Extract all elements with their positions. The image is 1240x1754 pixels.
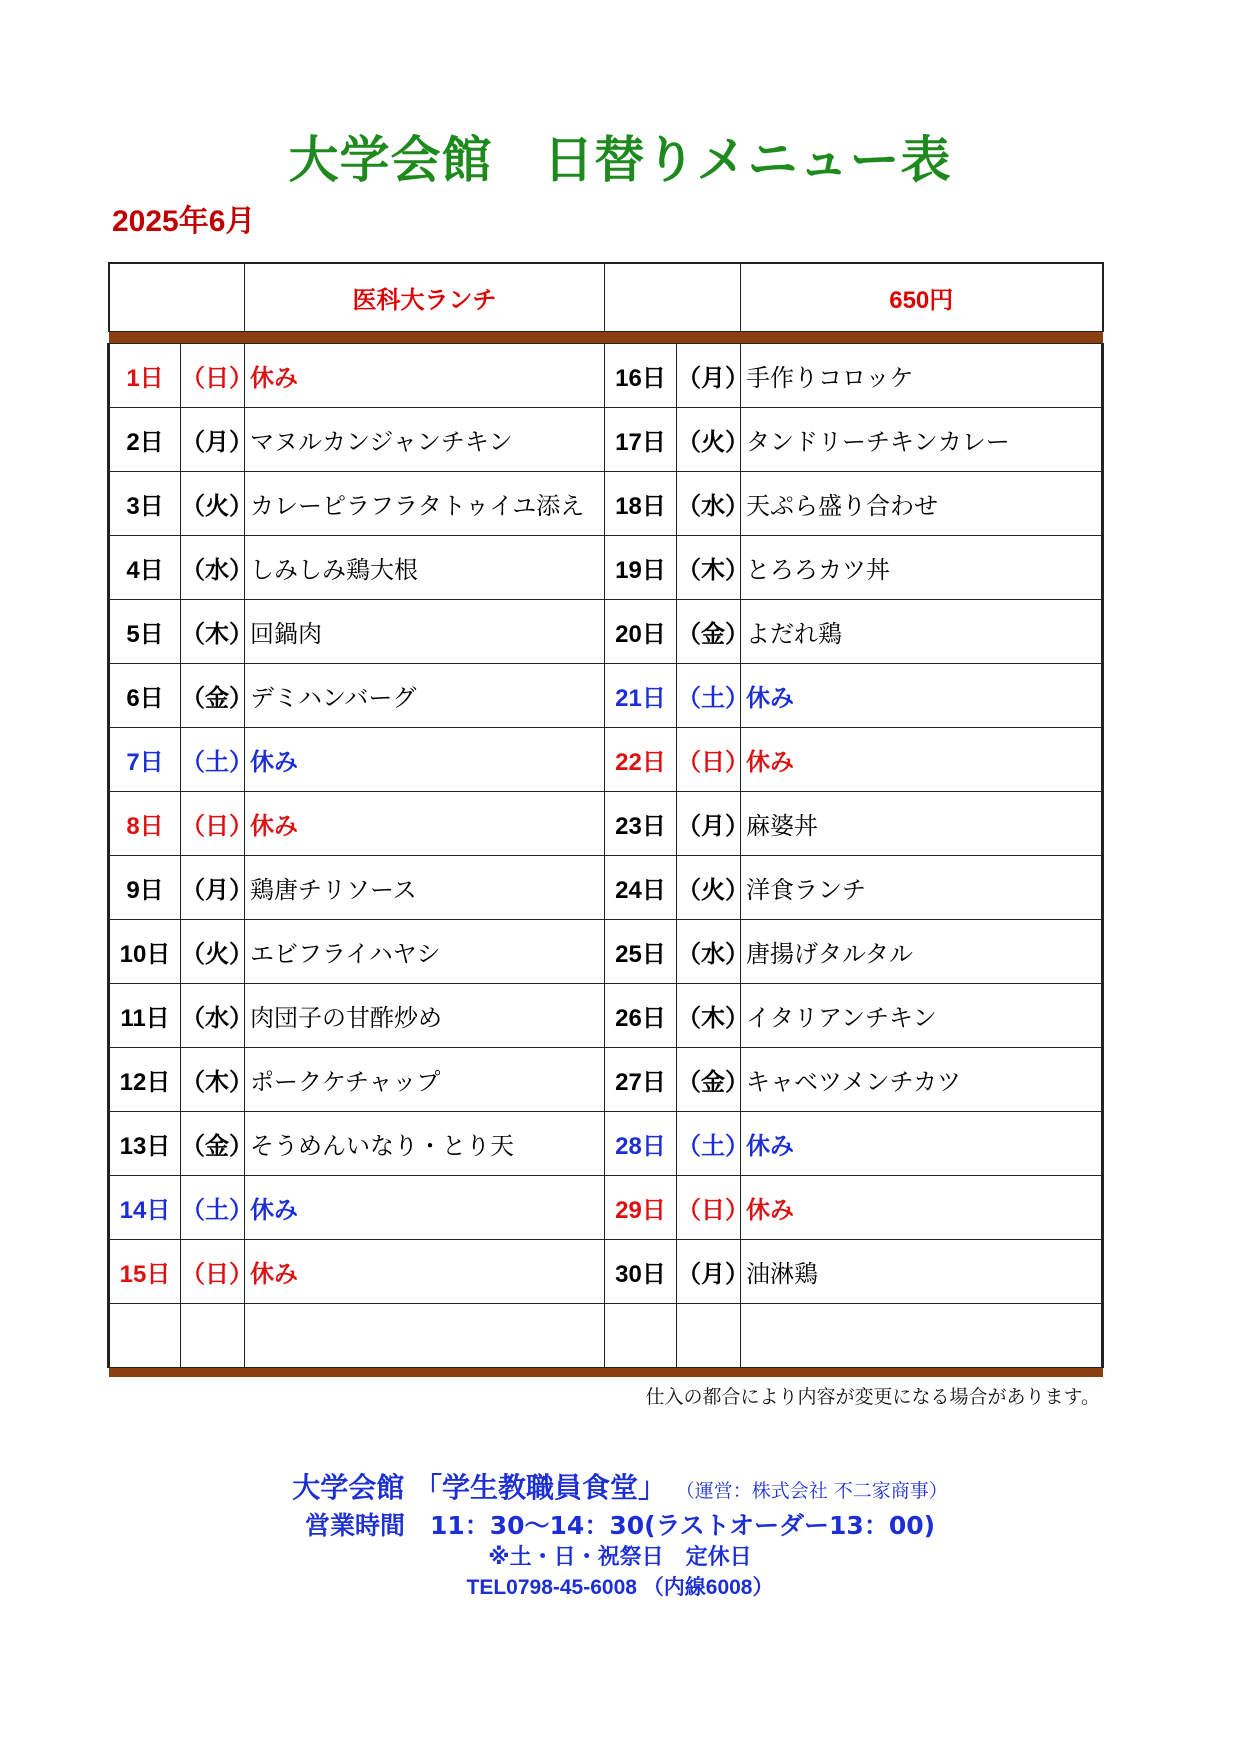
weekday-cell: （水）	[181, 984, 245, 1048]
dish-cell: 鶏唐チリソース	[245, 856, 605, 920]
day-cell: 6日	[109, 664, 181, 728]
table-row	[109, 472, 1103, 536]
day-cell: 13日	[109, 1112, 181, 1176]
day-cell: 20日	[605, 600, 677, 664]
day-cell: 17日	[605, 408, 677, 472]
weekday-cell: （水）	[181, 536, 245, 600]
weekday-cell: （火）	[181, 472, 245, 536]
day-cell: 2日	[109, 408, 181, 472]
dish-cell: 回鍋肉	[245, 600, 605, 664]
change-notice: 仕入の都合により内容が変更になる場合があります。	[645, 1386, 1100, 1408]
weekday-cell: （木）	[677, 984, 741, 1048]
table-row	[109, 1112, 1103, 1176]
weekday-cell: （金）	[677, 1048, 741, 1112]
table-row	[109, 1176, 1103, 1240]
weekday-cell: （金）	[677, 600, 741, 664]
dish-cell: 休み	[245, 792, 605, 856]
day-cell: 28日	[605, 1112, 677, 1176]
table-header-row	[109, 263, 1103, 332]
dish-cell: 唐揚げタルタル	[741, 920, 1103, 984]
table-row	[109, 728, 1103, 792]
dish-cell: 麻婆丼	[741, 792, 1103, 856]
dish-cell: デミハンバーグ	[245, 664, 605, 728]
dish-cell: 休み	[245, 728, 605, 792]
day-cell	[109, 1304, 181, 1368]
day-cell: 5日	[109, 600, 181, 664]
day-cell: 3日	[109, 472, 181, 536]
weekday-cell: （火）	[677, 408, 741, 472]
dish-cell: 休み	[245, 1176, 605, 1240]
dish-cell: ポークケチャップ	[245, 1048, 605, 1112]
dish-cell: とろろカツ丼	[741, 536, 1103, 600]
footer-venue-line	[0, 1470, 1240, 1509]
dish-cell: カレーピラフラタトゥイユ添え	[245, 472, 605, 536]
header-divider-bar	[109, 332, 1103, 344]
dish-cell: エビフライハヤシ	[245, 920, 605, 984]
header-empty-cell	[109, 263, 245, 332]
weekday-cell: （日）	[181, 792, 245, 856]
page-title: 大学会館 日替りメニュー表	[288, 131, 952, 189]
day-cell: 21日	[605, 664, 677, 728]
weekday-cell: （月）	[677, 344, 741, 408]
day-cell: 4日	[109, 536, 181, 600]
weekday-cell: （金）	[181, 664, 245, 728]
footer-info	[0, 1470, 1240, 1603]
day-cell: 29日	[605, 1176, 677, 1240]
menu-name-header: 医科大ランチ	[245, 263, 605, 332]
dish-cell: そうめんいなり・とり天	[245, 1112, 605, 1176]
weekday-cell: （月）	[181, 856, 245, 920]
day-cell: 15日	[109, 1240, 181, 1304]
weekday-cell: （水）	[677, 472, 741, 536]
table-row	[109, 536, 1103, 600]
table-row	[109, 984, 1103, 1048]
weekday-cell: （月）	[677, 792, 741, 856]
weekday-cell: （日）	[677, 1176, 741, 1240]
dish-cell	[741, 1304, 1103, 1368]
dish-cell: イタリアンチキン	[741, 984, 1103, 1048]
weekday-cell	[677, 1304, 741, 1368]
weekday-cell: （水）	[677, 920, 741, 984]
weekday-cell: （金）	[181, 1112, 245, 1176]
weekday-cell: （木）	[181, 1048, 245, 1112]
day-cell: 18日	[605, 472, 677, 536]
weekday-cell: （日）	[181, 344, 245, 408]
dish-cell: マヌルカンジャンチキン	[245, 408, 605, 472]
weekday-cell: （日）	[677, 728, 741, 792]
dish-cell: よだれ鶏	[741, 600, 1103, 664]
day-cell: 27日	[605, 1048, 677, 1112]
day-cell: 16日	[605, 344, 677, 408]
dish-cell: 天ぷら盛り合わせ	[741, 472, 1103, 536]
table-row	[109, 1240, 1103, 1304]
weekday-cell: （木）	[677, 536, 741, 600]
dish-cell: 肉団子の甘酢炒め	[245, 984, 605, 1048]
venue-name: 大学会館 「学生教職員食堂」	[292, 1471, 666, 1504]
day-cell: 30日	[605, 1240, 677, 1304]
table-row	[109, 344, 1103, 408]
closed-days: ※土・日・祝祭日 定休日	[488, 1545, 752, 1570]
day-cell: 24日	[605, 856, 677, 920]
day-cell: 7日	[109, 728, 181, 792]
table-row	[109, 600, 1103, 664]
operator-name: （運営：株式会社 不二家商事）	[675, 1480, 948, 1502]
business-hours: 営業時間 11：30～14：30(ラストオーダー13：00)	[304, 1511, 936, 1540]
weekday-cell: （火）	[677, 856, 741, 920]
dish-cell: 手作りコロッケ	[741, 344, 1103, 408]
day-cell: 12日	[109, 1048, 181, 1112]
dish-cell: 休み	[245, 344, 605, 408]
day-cell: 10日	[109, 920, 181, 984]
telephone: TEL0798-45-6008 （内線6008）	[466, 1576, 774, 1599]
day-cell: 25日	[605, 920, 677, 984]
price-header: 650円	[741, 263, 1103, 332]
weekday-cell: （土）	[677, 664, 741, 728]
dish-cell: 休み	[741, 664, 1103, 728]
day-cell: 26日	[605, 984, 677, 1048]
menu-table	[107, 262, 1104, 1377]
weekday-cell: （木）	[181, 600, 245, 664]
table-row	[109, 664, 1103, 728]
dish-cell: しみしみ鶏大根	[245, 536, 605, 600]
weekday-cell: （月）	[181, 408, 245, 472]
weekday-cell: （月）	[677, 1240, 741, 1304]
day-cell: 19日	[605, 536, 677, 600]
weekday-cell: （火）	[181, 920, 245, 984]
day-cell	[605, 1304, 677, 1368]
day-cell: 22日	[605, 728, 677, 792]
dish-cell: 休み	[741, 1112, 1103, 1176]
day-cell: 1日	[109, 344, 181, 408]
day-cell: 14日	[109, 1176, 181, 1240]
dish-cell: タンドリーチキンカレー	[741, 408, 1103, 472]
day-cell: 11日	[109, 984, 181, 1048]
table-row	[109, 920, 1103, 984]
dish-cell: 洋食ランチ	[741, 856, 1103, 920]
weekday-cell	[181, 1304, 245, 1368]
weekday-cell: （土）	[181, 728, 245, 792]
weekday-cell: （土）	[677, 1112, 741, 1176]
header-empty-cell	[605, 263, 741, 332]
dish-cell: 休み	[741, 728, 1103, 792]
weekday-cell: （日）	[181, 1240, 245, 1304]
day-cell: 8日	[109, 792, 181, 856]
dish-cell	[245, 1304, 605, 1368]
day-cell: 9日	[109, 856, 181, 920]
day-cell: 23日	[605, 792, 677, 856]
table-row	[109, 1048, 1103, 1112]
dish-cell: キャベツメンチカツ	[741, 1048, 1103, 1112]
table-row	[109, 856, 1103, 920]
weekday-cell: （土）	[181, 1176, 245, 1240]
dish-cell: 休み	[245, 1240, 605, 1304]
month-label: 2025年6月	[112, 205, 256, 238]
table-row	[109, 792, 1103, 856]
table-row	[109, 1304, 1103, 1368]
dish-cell: 油淋鶏	[741, 1240, 1103, 1304]
table-row	[109, 408, 1103, 472]
footer-divider-bar	[109, 1368, 1103, 1378]
dish-cell: 休み	[741, 1176, 1103, 1240]
